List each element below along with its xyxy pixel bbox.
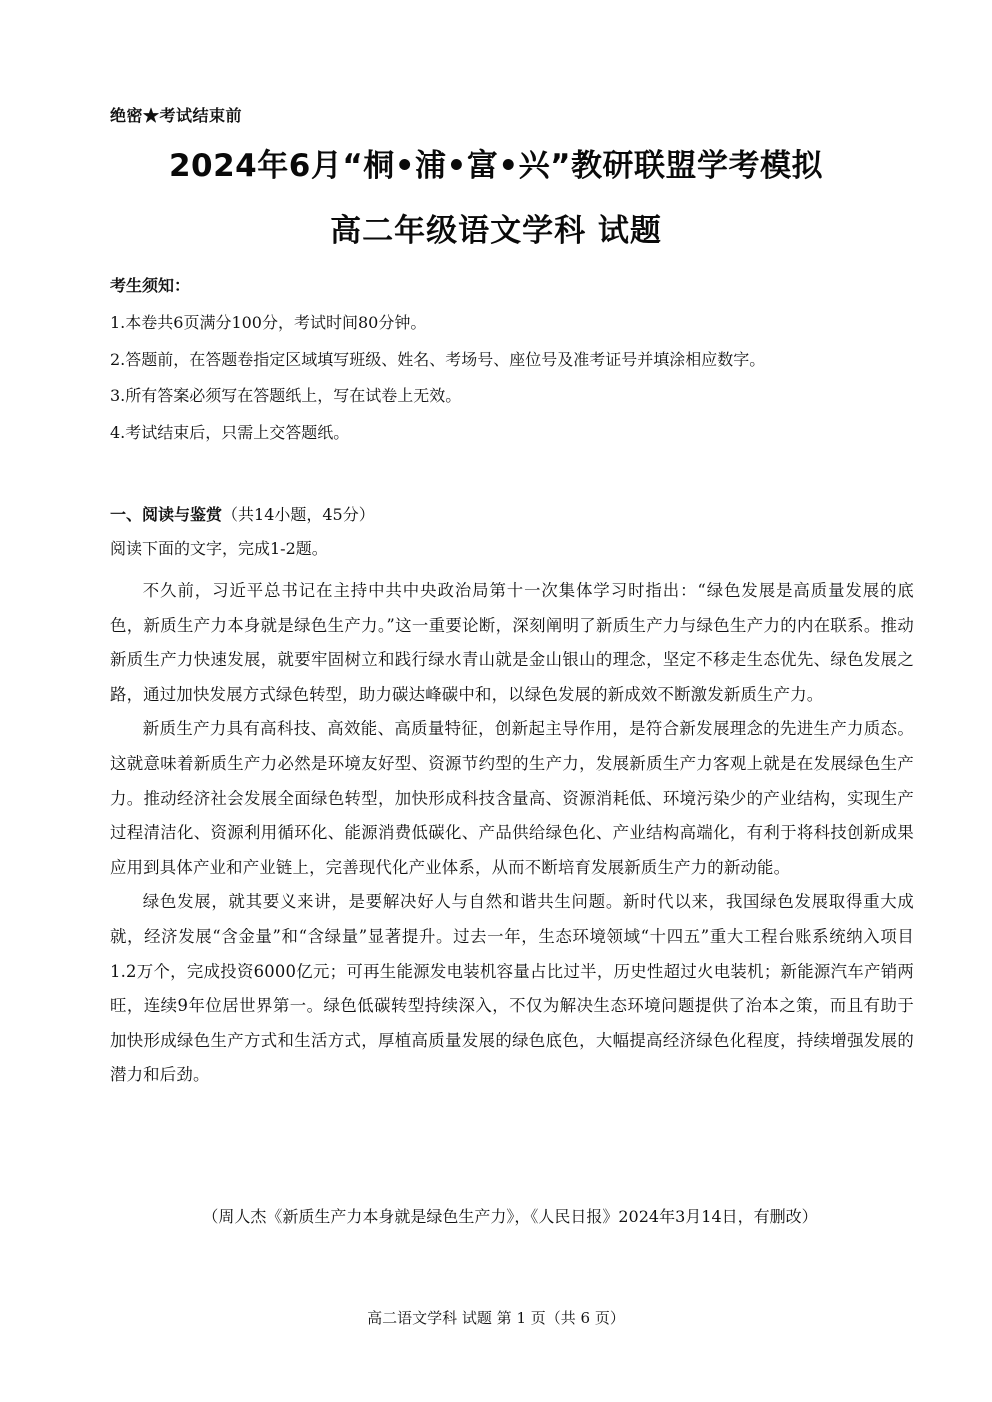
notice-item: 3.所有答案必须写在答题纸上，写在试卷上无效。 [110,386,462,406]
notice-item: 2.答题前，在答题卷指定区域填写班级、姓名、考场号、座位号及准考证号并填涂相应数字。 [110,349,766,369]
confidential-label: 绝密★考试结束前 [110,106,243,125]
notice-list [110,305,910,452]
section-heading [110,502,375,525]
passage-paragraph: 不久前，习近平总书记在主持中共中央政治局第十一次集体学习时指出：“绿色发展是高质量发展的底色，新质生产力本身就是绿色生产力。”这一重要论断，深刻阐明了新质生产力与绿色生产力的内在联系。推动新质生产力快速发展，就要牢固树立和践行绿水青山就是金山银山的理念，坚定不移走生态优先、绿色发展之路，通过加快发展方式绿色转型，助力碳达峰碳中和，以绿色发展的新成效不断激发新质生产力。 [110,581,914,704]
notice-heading: 考生须知： [110,276,191,295]
question-instruction: 阅读下面的文字，完成1-2题。 [110,539,328,558]
passage-citation: （周人杰《新质生产力本身就是绿色生产力》，《人民日报》2024年3月14日，有删改） [202,1207,818,1226]
passage-paragraph: 绿色发展，就其要义来讲，是要解决好人与自然和谐共生问题。新时代以来，我国绿色发展取得重大成就，经济发展“含金量”和“含绿量”显著提升。过去一年，生态环境领域“十四五”重大工程台账系统纳入项目1.2万个，完成投资6000亿元；可再生能源发电装机容量占比过半，历史性超过火电装机；新能源汽车产销两旺，连续9年位居世界第一。绿色低碳转型持续深入，不仅为解决生态环境问题提供了治本之策，而且有助于加快形成绿色生产方式和生活方式，厚植高质量发展的绿色底色，大幅提高经济绿色化程度，持续增强发展的潜力和后劲。 [110,892,914,1085]
exam-title: 2024年6月“桐•浦•富•兴”教研联盟学考模拟 [168,148,824,184]
page-footer: 高二语文学科 试题 第 1 页（共 6 页） [367,1309,625,1327]
section-meta: （共14小题，45分） [222,505,375,524]
exam-subtitle: 高二年级语文学科 试题 [330,213,662,249]
notice-item: 4.考试结束后，只需上交答题纸。 [110,423,350,443]
reading-passage [110,574,914,1093]
passage-paragraph: 新质生产力具有高科技、高效能、高质量特征，创新起主导作用，是符合新发展理念的先进生产力质态。这就意味着新质生产力必然是环境友好型、资源节约型的生产力，发展新质生产力客观上就是在发展绿色生产力。推动经济社会发展全面绿色转型，加快形成科技含量高、资源消耗低、环境污染少的产业结构，实现生产过程清洁化、资源利用循环化、能源消费低碳化、产品供给绿色化、产业结构高端化，有利于将科技创新成果应用到具体产业和产业链上，完善现代化产业体系，从而不断培育发展新质生产力的新动能。 [110,719,914,877]
notice-item: 1.本卷共6页满分100分，考试时间80分钟。 [110,313,427,332]
section-title: 一、阅读与鉴赏 [110,505,223,524]
